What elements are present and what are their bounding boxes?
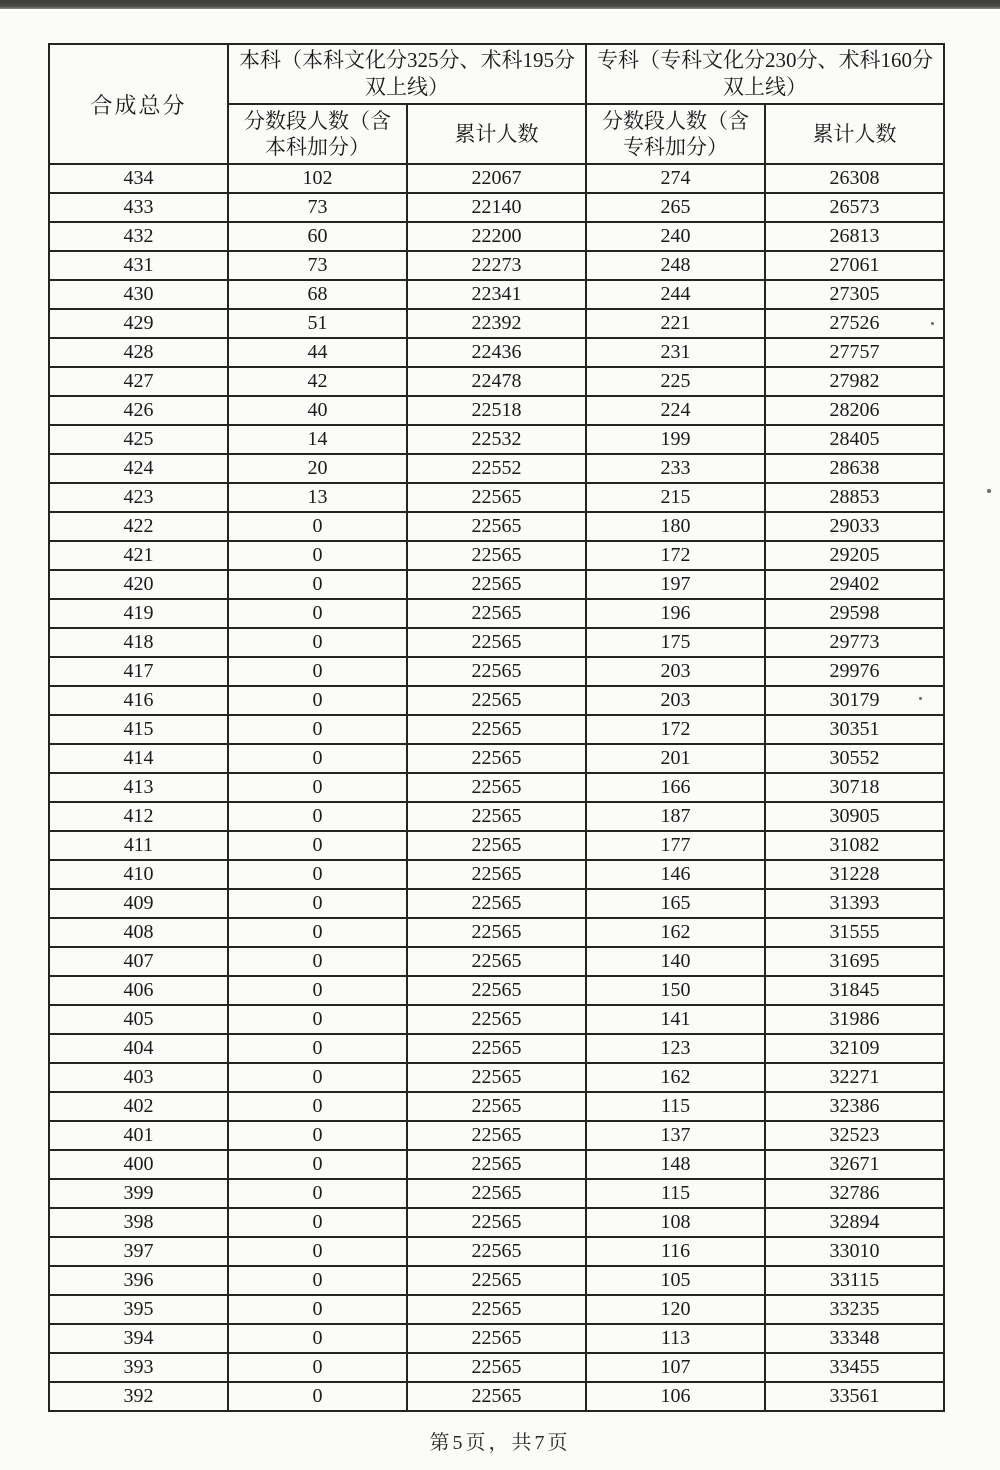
- score-cell: 395: [49, 1295, 228, 1324]
- score-cell: 419: [49, 599, 228, 628]
- zhuanke-segment-cell: 166: [586, 773, 765, 802]
- zhuanke-cumulative-cell: 27305: [765, 280, 944, 309]
- header-benke-group: 本科（本科文化分325分、术科195分双上线）: [228, 44, 586, 104]
- benke-cumulative-cell: 22565: [407, 802, 586, 831]
- score-cell: 434: [49, 164, 228, 193]
- table-row: [49, 1005, 944, 1034]
- zhuanke-cumulative-cell: 27757: [765, 338, 944, 367]
- benke-cumulative-cell: 22565: [407, 831, 586, 860]
- table-row: [49, 1092, 944, 1121]
- table-row: [49, 1179, 944, 1208]
- table-row: [49, 251, 944, 280]
- table-row: [49, 773, 944, 802]
- benke-segment-cell: 0: [228, 512, 407, 541]
- score-cell: 420: [49, 570, 228, 599]
- score-cell: 426: [49, 396, 228, 425]
- zhuanke-cumulative-cell: 31555: [765, 918, 944, 947]
- zhuanke-cumulative-cell: 30552: [765, 744, 944, 773]
- score-cell: 407: [49, 947, 228, 976]
- benke-cumulative-cell: 22565: [407, 947, 586, 976]
- benke-cumulative-cell: 22565: [407, 1063, 586, 1092]
- table-row: [49, 599, 944, 628]
- table-row: [49, 1295, 944, 1324]
- score-cell: 427: [49, 367, 228, 396]
- zhuanke-cumulative-cell: 29976: [765, 657, 944, 686]
- zhuanke-cumulative-cell: 31695: [765, 947, 944, 976]
- zhuanke-segment-cell: 187: [586, 802, 765, 831]
- page-footer: 第5页，共7页: [429, 1432, 571, 1454]
- score-cell: 406: [49, 976, 228, 1005]
- header-zhuanke-segment-count: 分数段人数（含专科加分）: [586, 104, 765, 164]
- table-row: [49, 512, 944, 541]
- header-benke-cumulative-count: 累计人数: [407, 104, 586, 164]
- benke-segment-cell: 0: [228, 1237, 407, 1266]
- benke-segment-cell: 0: [228, 570, 407, 599]
- table-row: [49, 1237, 944, 1266]
- zhuanke-cumulative-cell: 33010: [765, 1237, 944, 1266]
- table-row: [49, 1121, 944, 1150]
- benke-segment-cell: 40: [228, 396, 407, 425]
- benke-segment-cell: 0: [228, 541, 407, 570]
- score-cell: 392: [49, 1382, 228, 1411]
- zhuanke-cumulative-cell: 33455: [765, 1353, 944, 1382]
- benke-segment-cell: 0: [228, 1324, 407, 1353]
- zhuanke-cumulative-cell: 32894: [765, 1208, 944, 1237]
- zhuanke-cumulative-cell: 28638: [765, 454, 944, 483]
- benke-segment-cell: 0: [228, 947, 407, 976]
- benke-cumulative-cell: 22565: [407, 1034, 586, 1063]
- zhuanke-segment-cell: 196: [586, 599, 765, 628]
- table-row: [49, 454, 944, 483]
- table-row: [49, 889, 944, 918]
- benke-cumulative-cell: 22565: [407, 1237, 586, 1266]
- zhuanke-segment-cell: 215: [586, 483, 765, 512]
- zhuanke-segment-cell: 231: [586, 338, 765, 367]
- zhuanke-segment-cell: 105: [586, 1266, 765, 1295]
- header-composite-score: 合成总分: [49, 44, 228, 164]
- table-row: [49, 309, 944, 338]
- benke-cumulative-cell: 22392: [407, 309, 586, 338]
- benke-segment-cell: 0: [228, 1382, 407, 1411]
- zhuanke-segment-cell: 172: [586, 541, 765, 570]
- zhuanke-cumulative-cell: 29773: [765, 628, 944, 657]
- benke-segment-cell: 44: [228, 338, 407, 367]
- score-cell: 409: [49, 889, 228, 918]
- benke-segment-cell: 0: [228, 686, 407, 715]
- zhuanke-cumulative-cell: 30905: [765, 802, 944, 831]
- benke-segment-cell: 0: [228, 1092, 407, 1121]
- table-row: [49, 715, 944, 744]
- scan-edge-artifact: [0, 0, 1000, 9]
- score-cell: 401: [49, 1121, 228, 1150]
- zhuanke-cumulative-cell: 28853: [765, 483, 944, 512]
- benke-cumulative-cell: 22565: [407, 512, 586, 541]
- score-distribution-table: [48, 43, 945, 1412]
- benke-cumulative-cell: 22565: [407, 918, 586, 947]
- table-row: [49, 918, 944, 947]
- benke-segment-cell: 0: [228, 744, 407, 773]
- zhuanke-cumulative-cell: 32271: [765, 1063, 944, 1092]
- header-zhuanke-group: 专科（专科文化分230分、术科160分双上线）: [586, 44, 944, 104]
- zhuanke-cumulative-cell: 29205: [765, 541, 944, 570]
- benke-cumulative-cell: 22565: [407, 1179, 586, 1208]
- zhuanke-segment-cell: 107: [586, 1353, 765, 1382]
- zhuanke-segment-cell: 115: [586, 1179, 765, 1208]
- benke-cumulative-cell: 22565: [407, 1266, 586, 1295]
- benke-cumulative-cell: 22518: [407, 396, 586, 425]
- score-cell: 428: [49, 338, 228, 367]
- zhuanke-cumulative-cell: 26308: [765, 164, 944, 193]
- zhuanke-cumulative-cell: 33561: [765, 1382, 944, 1411]
- zhuanke-segment-cell: 240: [586, 222, 765, 251]
- zhuanke-segment-cell: 248: [586, 251, 765, 280]
- benke-cumulative-cell: 22565: [407, 599, 586, 628]
- benke-cumulative-cell: 22565: [407, 1208, 586, 1237]
- benke-cumulative-cell: 22565: [407, 686, 586, 715]
- zhuanke-cumulative-cell: 32523: [765, 1121, 944, 1150]
- benke-segment-cell: 0: [228, 1121, 407, 1150]
- benke-segment-cell: 0: [228, 628, 407, 657]
- score-cell: 396: [49, 1266, 228, 1295]
- table-row: [49, 1063, 944, 1092]
- benke-cumulative-cell: 22565: [407, 628, 586, 657]
- zhuanke-cumulative-cell: 28206: [765, 396, 944, 425]
- zhuanke-segment-cell: 172: [586, 715, 765, 744]
- score-cell: 433: [49, 193, 228, 222]
- score-cell: 431: [49, 251, 228, 280]
- table-row: [49, 425, 944, 454]
- benke-segment-cell: 0: [228, 1295, 407, 1324]
- benke-segment-cell: 0: [228, 1034, 407, 1063]
- zhuanke-segment-cell: 274: [586, 164, 765, 193]
- table-row: [49, 338, 944, 367]
- benke-segment-cell: 51: [228, 309, 407, 338]
- zhuanke-cumulative-cell: 27061: [765, 251, 944, 280]
- score-cell: 416: [49, 686, 228, 715]
- benke-cumulative-cell: 22273: [407, 251, 586, 280]
- score-cell: 415: [49, 715, 228, 744]
- table-row: [49, 1382, 944, 1411]
- benke-cumulative-cell: 22565: [407, 1324, 586, 1353]
- benke-segment-cell: 0: [228, 1150, 407, 1179]
- benke-cumulative-cell: 22565: [407, 773, 586, 802]
- zhuanke-segment-cell: 180: [586, 512, 765, 541]
- score-cell: 418: [49, 628, 228, 657]
- score-cell: 402: [49, 1092, 228, 1121]
- header-benke-segment-count: 分数段人数（含本科加分）: [228, 104, 407, 164]
- benke-cumulative-cell: 22565: [407, 715, 586, 744]
- zhuanke-cumulative-cell: 26813: [765, 222, 944, 251]
- score-cell: 399: [49, 1179, 228, 1208]
- benke-cumulative-cell: 22565: [407, 570, 586, 599]
- benke-cumulative-cell: 22565: [407, 1150, 586, 1179]
- zhuanke-segment-cell: 123: [586, 1034, 765, 1063]
- zhuanke-cumulative-cell: 27982: [765, 367, 944, 396]
- benke-cumulative-cell: 22565: [407, 976, 586, 1005]
- score-cell: 405: [49, 1005, 228, 1034]
- zhuanke-cumulative-cell: 31986: [765, 1005, 944, 1034]
- table-row: [49, 222, 944, 251]
- benke-cumulative-cell: 22478: [407, 367, 586, 396]
- zhuanke-segment-cell: 120: [586, 1295, 765, 1324]
- table-row: [49, 947, 944, 976]
- benke-cumulative-cell: 22565: [407, 1382, 586, 1411]
- table-row: [49, 860, 944, 889]
- zhuanke-segment-cell: 197: [586, 570, 765, 599]
- table-row: [49, 1324, 944, 1353]
- benke-segment-cell: 42: [228, 367, 407, 396]
- benke-segment-cell: 68: [228, 280, 407, 309]
- score-cell: 421: [49, 541, 228, 570]
- zhuanke-cumulative-cell: 30718: [765, 773, 944, 802]
- benke-segment-cell: 20: [228, 454, 407, 483]
- benke-cumulative-cell: 22565: [407, 744, 586, 773]
- table-row: [49, 367, 944, 396]
- zhuanke-cumulative-cell: 31082: [765, 831, 944, 860]
- scan-speck: [987, 489, 991, 493]
- table-row: [49, 570, 944, 599]
- benke-cumulative-cell: 22067: [407, 164, 586, 193]
- benke-segment-cell: 0: [228, 1005, 407, 1034]
- zhuanke-segment-cell: 148: [586, 1150, 765, 1179]
- benke-segment-cell: 0: [228, 1208, 407, 1237]
- zhuanke-segment-cell: 162: [586, 918, 765, 947]
- score-cell: 408: [49, 918, 228, 947]
- benke-segment-cell: 0: [228, 715, 407, 744]
- zhuanke-segment-cell: 146: [586, 860, 765, 889]
- table-row: [49, 396, 944, 425]
- zhuanke-segment-cell: 137: [586, 1121, 765, 1150]
- score-cell: 430: [49, 280, 228, 309]
- benke-cumulative-cell: 22565: [407, 1353, 586, 1382]
- score-cell: 424: [49, 454, 228, 483]
- zhuanke-cumulative-cell: 32386: [765, 1092, 944, 1121]
- zhuanke-segment-cell: 199: [586, 425, 765, 454]
- benke-cumulative-cell: 22565: [407, 1295, 586, 1324]
- zhuanke-cumulative-cell: 30351: [765, 715, 944, 744]
- table-row: [49, 1034, 944, 1063]
- zhuanke-segment-cell: 177: [586, 831, 765, 860]
- score-cell: 397: [49, 1237, 228, 1266]
- benke-segment-cell: 0: [228, 657, 407, 686]
- header-zhuanke-cumulative-count: 累计人数: [765, 104, 944, 164]
- zhuanke-segment-cell: 203: [586, 657, 765, 686]
- benke-cumulative-cell: 22565: [407, 657, 586, 686]
- table-row: [49, 744, 944, 773]
- zhuanke-cumulative-cell: 29598: [765, 599, 944, 628]
- table-row: [49, 686, 944, 715]
- zhuanke-cumulative-cell: 32109: [765, 1034, 944, 1063]
- benke-segment-cell: 73: [228, 251, 407, 280]
- zhuanke-cumulative-cell: 28405: [765, 425, 944, 454]
- score-cell: 412: [49, 802, 228, 831]
- benke-segment-cell: 0: [228, 1179, 407, 1208]
- table-row: [49, 164, 944, 193]
- table-header: [49, 44, 944, 164]
- benke-cumulative-cell: 22532: [407, 425, 586, 454]
- benke-segment-cell: 0: [228, 599, 407, 628]
- benke-segment-cell: 14: [228, 425, 407, 454]
- score-cell: 417: [49, 657, 228, 686]
- table-row: [49, 1353, 944, 1382]
- score-cell: 432: [49, 222, 228, 251]
- zhuanke-segment-cell: 233: [586, 454, 765, 483]
- table-row: [49, 193, 944, 222]
- score-cell: 422: [49, 512, 228, 541]
- zhuanke-segment-cell: 116: [586, 1237, 765, 1266]
- zhuanke-segment-cell: 162: [586, 1063, 765, 1092]
- table-row: [49, 657, 944, 686]
- zhuanke-cumulative-cell: 32786: [765, 1179, 944, 1208]
- zhuanke-segment-cell: 150: [586, 976, 765, 1005]
- benke-cumulative-cell: 22565: [407, 1092, 586, 1121]
- benke-segment-cell: 73: [228, 193, 407, 222]
- benke-cumulative-cell: 22436: [407, 338, 586, 367]
- zhuanke-segment-cell: 201: [586, 744, 765, 773]
- table-row: [49, 1150, 944, 1179]
- zhuanke-segment-cell: 113: [586, 1324, 765, 1353]
- benke-cumulative-cell: 22565: [407, 860, 586, 889]
- zhuanke-cumulative-cell: 31393: [765, 889, 944, 918]
- benke-segment-cell: 102: [228, 164, 407, 193]
- benke-cumulative-cell: 22565: [407, 541, 586, 570]
- zhuanke-segment-cell: 115: [586, 1092, 765, 1121]
- zhuanke-segment-cell: 165: [586, 889, 765, 918]
- zhuanke-segment-cell: 108: [586, 1208, 765, 1237]
- benke-segment-cell: 60: [228, 222, 407, 251]
- zhuanke-segment-cell: 203: [586, 686, 765, 715]
- benke-segment-cell: 0: [228, 1353, 407, 1382]
- score-cell: 429: [49, 309, 228, 338]
- zhuanke-segment-cell: 175: [586, 628, 765, 657]
- score-cell: 400: [49, 1150, 228, 1179]
- table-row: [49, 1266, 944, 1295]
- zhuanke-cumulative-cell: 29033: [765, 512, 944, 541]
- zhuanke-cumulative-cell: 33348: [765, 1324, 944, 1353]
- benke-cumulative-cell: 22341: [407, 280, 586, 309]
- score-cell: 413: [49, 773, 228, 802]
- score-cell: 393: [49, 1353, 228, 1382]
- score-cell: 403: [49, 1063, 228, 1092]
- benke-cumulative-cell: 22200: [407, 222, 586, 251]
- benke-cumulative-cell: 22565: [407, 1121, 586, 1150]
- benke-segment-cell: 0: [228, 831, 407, 860]
- benke-segment-cell: 0: [228, 918, 407, 947]
- zhuanke-segment-cell: 244: [586, 280, 765, 309]
- zhuanke-cumulative-cell: 26573: [765, 193, 944, 222]
- table-row: [49, 280, 944, 309]
- table-row: [49, 802, 944, 831]
- zhuanke-cumulative-cell: 29402: [765, 570, 944, 599]
- score-cell: 394: [49, 1324, 228, 1353]
- table-row: [49, 628, 944, 657]
- zhuanke-cumulative-cell: 31845: [765, 976, 944, 1005]
- zhuanke-segment-cell: 224: [586, 396, 765, 425]
- zhuanke-cumulative-cell: 31228: [765, 860, 944, 889]
- benke-segment-cell: 0: [228, 1063, 407, 1092]
- zhuanke-cumulative-cell: 33115: [765, 1266, 944, 1295]
- table-row: [49, 483, 944, 512]
- benke-cumulative-cell: 22565: [407, 483, 586, 512]
- benke-cumulative-cell: 22565: [407, 889, 586, 918]
- header-row-groups: [49, 44, 944, 104]
- zhuanke-cumulative-cell: 30179: [765, 686, 944, 715]
- table-row: [49, 541, 944, 570]
- score-cell: 398: [49, 1208, 228, 1237]
- benke-cumulative-cell: 22552: [407, 454, 586, 483]
- benke-cumulative-cell: 22565: [407, 1005, 586, 1034]
- benke-segment-cell: 0: [228, 860, 407, 889]
- zhuanke-segment-cell: 140: [586, 947, 765, 976]
- zhuanke-segment-cell: 225: [586, 367, 765, 396]
- benke-segment-cell: 0: [228, 802, 407, 831]
- score-cell: 414: [49, 744, 228, 773]
- table-row: [49, 976, 944, 1005]
- benke-segment-cell: 0: [228, 1266, 407, 1295]
- benke-segment-cell: 0: [228, 773, 407, 802]
- score-cell: 410: [49, 860, 228, 889]
- zhuanke-segment-cell: 221: [586, 309, 765, 338]
- score-table-body: [49, 164, 944, 1411]
- zhuanke-cumulative-cell: 27526: [765, 309, 944, 338]
- benke-cumulative-cell: 22140: [407, 193, 586, 222]
- score-cell: 411: [49, 831, 228, 860]
- zhuanke-cumulative-cell: 32671: [765, 1150, 944, 1179]
- score-cell: 425: [49, 425, 228, 454]
- table-row: [49, 831, 944, 860]
- zhuanke-cumulative-cell: 33235: [765, 1295, 944, 1324]
- score-cell: 404: [49, 1034, 228, 1063]
- zhuanke-segment-cell: 106: [586, 1382, 765, 1411]
- zhuanke-segment-cell: 265: [586, 193, 765, 222]
- benke-segment-cell: 0: [228, 889, 407, 918]
- table-row: [49, 1208, 944, 1237]
- score-cell: 423: [49, 483, 228, 512]
- benke-segment-cell: 13: [228, 483, 407, 512]
- zhuanke-segment-cell: 141: [586, 1005, 765, 1034]
- benke-segment-cell: 0: [228, 976, 407, 1005]
